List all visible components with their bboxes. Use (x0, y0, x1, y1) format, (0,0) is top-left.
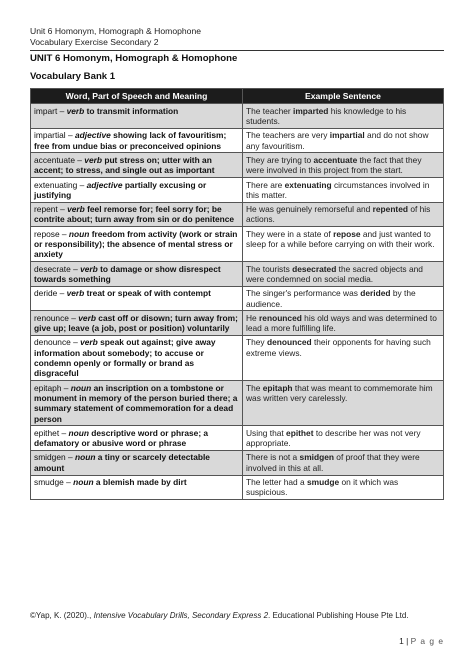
example-sentence-cell (243, 178, 444, 203)
part-of-speech: verb (80, 337, 98, 348)
vocab-word: impartial (34, 130, 66, 141)
footer-lead: ©Yap, K. (2020)., (30, 611, 94, 620)
word-meaning: treat or speak of with contempt (86, 288, 211, 299)
sentence-text: Using that (246, 427, 287, 438)
word-cell: impart – verb to transmit information (31, 104, 243, 129)
example-sentence-cell (243, 450, 444, 475)
highlighted-word: impartial (329, 130, 365, 141)
word-cell: deride – verb treat or speak of with contempt (31, 286, 243, 311)
footer-tail: . Educational Publishing House Pte Ltd. (268, 611, 409, 620)
footer-book-title: Intensive Vocabulary Drills, Secondary Express 2 (93, 611, 269, 620)
table-row (31, 178, 444, 203)
word-cell: renounce – verb cast off or disown; turn away from; give up; leave (a job, post or position) voluntarily (31, 311, 243, 336)
word-cell: smudge – noun a blemish made by dirt (31, 475, 243, 500)
word-meaning: cast off or disown; turn away from; give up; leave (a job, post or position) voluntarily (34, 312, 238, 334)
word-meaning: a blemish made by dirt (95, 477, 187, 487)
sentence-text: by the audience. (246, 288, 416, 309)
column-header-word: Word, Part of Speech and Meaning (31, 89, 243, 104)
vocab-word: epitaph (34, 382, 62, 393)
sentence-text: The teachers are very (246, 130, 330, 141)
highlighted-word: derided (360, 288, 391, 299)
highlighted-word: extenuating (284, 179, 332, 190)
vocab-word: denounce (34, 337, 71, 348)
highlighted-word: repented (372, 204, 408, 215)
part-of-speech: verb (66, 105, 85, 116)
part-of-speech: adjective (74, 130, 111, 141)
bank-title: Vocabulary Bank 1 (30, 71, 116, 82)
part-of-speech: noun (68, 427, 89, 438)
vocab-word: epithet (34, 427, 60, 438)
unit-title: UNIT 6 Homonym, Homograph & Homophone (30, 53, 238, 64)
part-of-speech: noun (68, 228, 90, 239)
page-label: P a g e (410, 636, 444, 646)
highlighted-word: smudge (307, 477, 340, 487)
word-meaning: an inscription on a tombstone or monument in memory of the person buried there; a summary statement of commemoration for a dead person (34, 382, 238, 424)
sentence-text: He (246, 312, 260, 323)
word-cell: desecrate – verb to damage or show disrespect towards something (31, 262, 243, 287)
vocab-word: desecrate (34, 263, 71, 274)
vocab-word: extenuating (34, 179, 78, 190)
highlighted-word: smidgen (299, 452, 334, 463)
word-meaning: put stress on; utter with an accent; to stress, and single out as important (34, 154, 215, 176)
word-meaning: freedom from activity (work or strain or responsibility); the absence of mental stress or anxiety (34, 228, 238, 260)
part-of-speech: verb (78, 312, 96, 323)
sentence-text: There are (246, 179, 285, 190)
word-meaning: descriptive word or phrase; a defamatory or abusive word or phrase (34, 427, 209, 449)
highlighted-word: imparted (293, 105, 329, 116)
part-of-speech: noun (74, 452, 96, 463)
example-sentence-cell (243, 286, 444, 311)
table-row (31, 286, 444, 311)
sentence-text: circumstances involved in this matter. (246, 179, 430, 200)
word-cell: extenuating – adjective partially excusing or justifying (31, 178, 243, 203)
highlighted-word: epitaph (262, 382, 293, 393)
table-row (31, 153, 444, 178)
word-cell: epithet – noun descriptive word or phrase; a defamatory or abusive word or phrase (31, 426, 243, 451)
table-row (31, 426, 444, 451)
highlighted-word: desecrated (292, 263, 337, 274)
table-row (31, 311, 444, 336)
vocab-word: accentuate (34, 154, 75, 165)
table-row (31, 450, 444, 475)
word-cell: impartial – adjective showing lack of favouritism; free from undue bias or preconceived opinions (31, 128, 243, 153)
table-body (31, 104, 444, 500)
example-sentence-cell (243, 335, 444, 380)
example-sentence-cell (243, 128, 444, 153)
sentence-text: He was genuinely remorseful and (246, 204, 373, 215)
word-cell: smidgen – noun a tiny or scarcely detectable amount (31, 450, 243, 475)
highlighted-word: renounced (259, 312, 302, 323)
part-of-speech: adjective (86, 179, 123, 190)
table-row (31, 104, 444, 129)
sentence-text: and do not show any favouritism. (246, 130, 429, 151)
table-header-row (31, 89, 444, 104)
word-meaning: feel remorse for; feel sorry for; be contrite about; turn away from sin or do penitence (34, 204, 235, 225)
table-row (31, 128, 444, 153)
table-row (31, 381, 444, 426)
word-cell: repent – verb feel remorse for; feel sorry for; be contrite about; turn away from sin or do penitence (31, 202, 243, 227)
highlighted-word: denounced (266, 337, 312, 348)
sentence-text: his knowledge to his students. (246, 105, 407, 127)
example-sentence-cell (243, 381, 444, 426)
table-row (31, 335, 444, 380)
header-rule (30, 50, 444, 51)
sentence-text: They are trying to (246, 154, 314, 165)
sentence-text: They (246, 337, 267, 348)
sentence-text: There is not a (246, 452, 300, 463)
sentence-text: The singer's performance was (246, 288, 361, 299)
header-line-1: Unit 6 Homonym, Homograph & Homophone (30, 26, 202, 36)
word-meaning: speak out against; give away information about somebody; to accuse or condemn openly or formally or brand as disgraceful (34, 337, 216, 379)
table-row (31, 202, 444, 227)
header-line-2: Vocabulary Exercise Secondary 2 (30, 37, 159, 47)
sentence-text: The tourists (246, 263, 293, 274)
example-sentence-cell (243, 262, 444, 287)
sentence-text: to describe her was not very appropriate. (246, 427, 421, 449)
example-sentence-cell (243, 475, 444, 500)
sentence-text: on it which was suspicious. (246, 477, 399, 498)
running-header (30, 26, 201, 48)
example-sentence-cell (243, 311, 444, 336)
word-cell: repose – noun freedom from activity (work or strain or responsibility); the absence of mental stress or anxiety (31, 227, 243, 262)
word-meaning: showing lack of favouritism; free from undue bias or preconceived opinions (34, 130, 227, 151)
word-meaning: to damage or show disrespect towards something (34, 263, 221, 284)
part-of-speech: verb (84, 154, 102, 165)
part-of-speech: noun (73, 477, 94, 487)
example-sentence-cell (243, 426, 444, 451)
word-meaning: to transmit information (86, 105, 179, 116)
sentence-text: that was meant to commemorate him was written very carelessly. (246, 382, 433, 403)
table-row (31, 227, 444, 262)
example-sentence-cell (243, 153, 444, 178)
vocab-word: repose (34, 228, 60, 239)
sentence-text: The (246, 382, 263, 393)
vocabulary-table (30, 88, 444, 500)
vocab-word: renounce (34, 312, 69, 323)
highlighted-word: epithet (286, 427, 314, 438)
highlighted-word: accentuate (313, 154, 358, 165)
part-of-speech: verb (67, 204, 85, 215)
vocab-word: repent (34, 204, 58, 215)
vocab-word: deride (34, 288, 58, 299)
sentence-text: their opponents for having such extreme views. (246, 337, 431, 358)
example-sentence-cell (243, 104, 444, 129)
vocab-word: impart (34, 105, 58, 116)
sentence-text: the sacred objects and were condemned on social media. (246, 263, 423, 284)
footer-citation (30, 611, 409, 620)
word-cell: denounce – verb speak out against; give away information about somebody; to accuse or condemn openly or formally or brand as disgraceful (31, 335, 243, 380)
highlighted-word: repose (333, 228, 361, 239)
sentence-text: They were in a state of (246, 228, 334, 239)
vocab-word: smudge (34, 477, 64, 487)
sentence-text: The letter had a (246, 477, 307, 487)
sentence-text: his old ways and was determined to lead a more fulfilling life. (246, 312, 437, 334)
word-cell: epitaph – noun an inscription on a tombstone or monument in memory of the person buried there; a summary statement of commemoration for a dead person (31, 381, 243, 426)
page-number-value: 1 (399, 636, 404, 646)
vocab-word: smidgen (34, 452, 66, 463)
example-sentence-cell (243, 227, 444, 262)
part-of-speech: verb (66, 288, 85, 299)
table-row (31, 262, 444, 287)
word-meaning: a tiny or scarcely detectable amount (34, 452, 210, 473)
word-meaning: partially excusing or justifying (34, 179, 207, 200)
sentence-text: of his actions. (246, 204, 431, 225)
example-sentence-cell (243, 202, 444, 227)
sentence-text: The teacher (246, 105, 294, 116)
sentence-text: of proof that they were involved in this at all. (246, 452, 420, 473)
part-of-speech: verb (80, 263, 98, 274)
page-separator: | (403, 636, 411, 646)
word-cell: accentuate – verb put stress on; utter with an accent; to stress, and single out as important (31, 153, 243, 178)
sentence-text: and just wanted to sleep for a while before carrying on with their work. (246, 228, 435, 250)
page-number (399, 636, 444, 646)
part-of-speech: noun (70, 382, 92, 393)
sentence-text: the fact that they were involved in this project from the start. (246, 154, 422, 176)
table-row (31, 475, 444, 500)
column-header-sentence: Example Sentence (243, 89, 444, 104)
